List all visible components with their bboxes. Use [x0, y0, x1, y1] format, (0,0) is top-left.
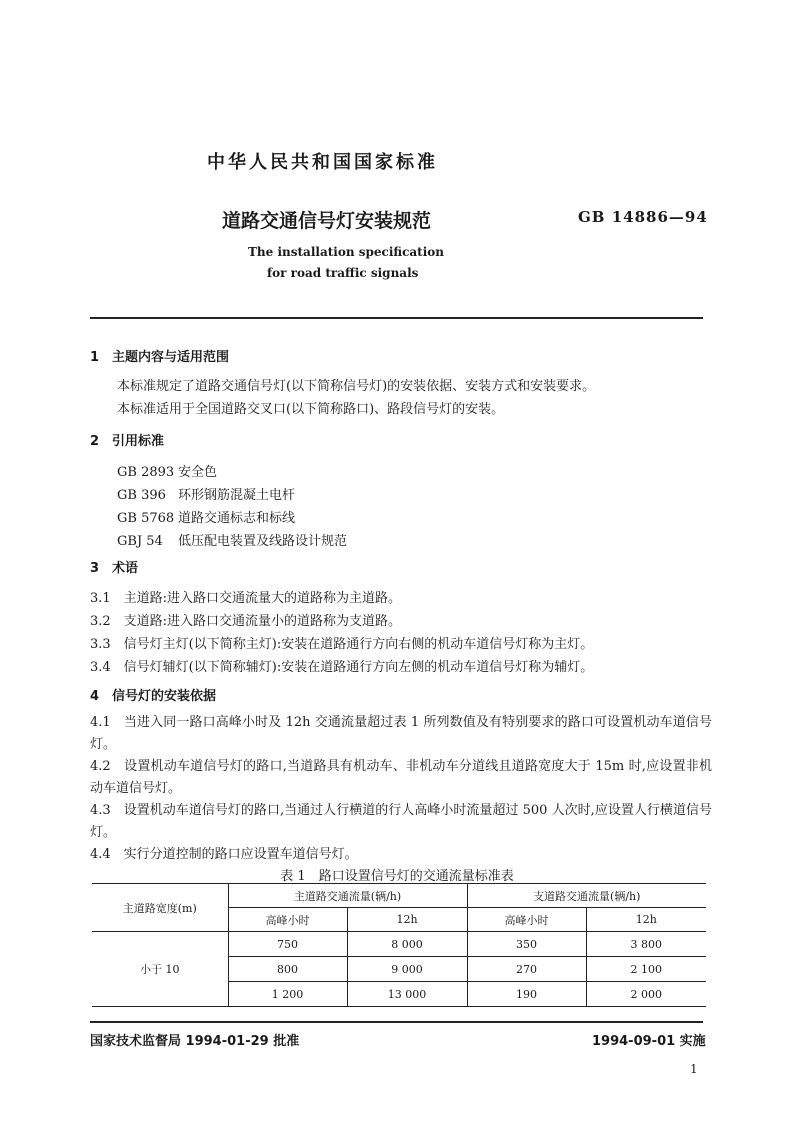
clause-4-1: 4.1 当进入同一路口高峰小时及 12h 交通流量超过表 1 所列数值及有特别要求的路口可设置机动车道信号灯。 — [90, 715, 712, 752]
section-2-heading: 2 引用标准 — [90, 434, 165, 449]
standard-code: GB 14886—94 — [578, 208, 708, 226]
table-subheader-12h: 12h — [347, 908, 467, 932]
clause-4-2: 4.2 设置机动车道信号灯的路口,当道路具有机动车、非机动车分道线且道路宽度大于 15m 时,应设置非机动车道信号灯。 — [90, 759, 712, 796]
section-1-paragraph: 本标准适用于全国道路交叉口(以下简称路口)、路段信号灯的安装。 — [117, 402, 505, 417]
english-title-line1: The installation specification — [248, 245, 445, 259]
english-title-line2: for road traffic signals — [267, 266, 419, 280]
table-cell: 270 — [467, 957, 586, 982]
reference-item — [117, 484, 295, 503]
table-cell: 350 — [467, 932, 586, 957]
table-cell: 8 000 — [347, 932, 467, 957]
section-4-heading: 4 信号灯的安装依据 — [90, 689, 217, 704]
reference-code: GB 5768 — [117, 511, 175, 526]
term-item: 3.1 主道路:进入路口交通流量大的道路称为主道路。 — [90, 591, 402, 606]
reference-item — [117, 530, 347, 549]
reference-code: GBJ 54 — [117, 534, 163, 549]
term-item: 3.3 信号灯主灯(以下简称主灯):安装在道路通行方向右侧的机动车道信号灯称为主灯。 — [90, 637, 594, 652]
table-caption: 表 1 路口设置信号灯的交通流量标准表 — [280, 869, 514, 884]
table-cell: 13 000 — [347, 982, 467, 1007]
implementation-date: 1994-09-01 实施 — [592, 1034, 706, 1049]
table-cell: 3 800 — [586, 932, 706, 957]
table-road-width-value: 小于 10 — [92, 932, 228, 1007]
table-cell: 2 000 — [586, 982, 706, 1007]
reference-name: 低压配电装置及线路设计规范 — [178, 534, 348, 549]
table-cell: 190 — [467, 982, 586, 1007]
table-cell: 750 — [228, 932, 347, 957]
reference-code: GB 2893 — [117, 465, 175, 480]
table-header-road-width: 主道路宽度(m) — [92, 884, 228, 932]
clause-4-3: 4.3 设置机动车道信号灯的路口,当通过人行横道的行人高峰小时流量超过 500 人次时,应设置人行横道信号灯。 — [90, 803, 712, 840]
table-cell: 800 — [228, 957, 347, 982]
reference-item — [117, 461, 217, 480]
approval-statement: 国家技术监督局 1994-01-29 批准 — [90, 1034, 300, 1049]
table-cell: 1 200 — [228, 982, 347, 1007]
term-item: 3.4 信号灯辅灯(以下简称辅灯):安装在道路通行方向左侧的机动车道信号灯称为辅灯。 — [90, 660, 594, 675]
table-cell: 2 100 — [586, 957, 706, 982]
section-1-paragraph: 本标准规定了道路交通信号灯(以下简称信号灯)的安装依据、安装方式和安装要求。 — [117, 379, 596, 394]
national-standard-label: 中华人民共和国国家标准 — [207, 152, 438, 173]
reference-code: GB 396 — [117, 488, 166, 503]
section-3-heading: 3 术语 — [90, 561, 139, 576]
page-number: 1 — [690, 1062, 698, 1076]
header-divider — [90, 317, 703, 319]
table-subheader-peak: 高峰小时 — [467, 908, 586, 932]
term-item: 3.2 支道路:进入路口交通流量小的道路称为支道路。 — [90, 614, 402, 629]
clause-4-4: 4.4 实行分道控制的路口应设置车道信号灯。 — [90, 847, 358, 862]
reference-name: 环形钢筋混凝土电杆 — [178, 488, 296, 503]
reference-name: 安全色 — [178, 465, 218, 480]
table-header-branch-road: 支道路交通流量(辆/h) — [467, 884, 706, 908]
reference-name: 道路交通标志和标线 — [178, 511, 296, 526]
footer-divider — [90, 1021, 703, 1023]
table-subheader-peak: 高峰小时 — [228, 908, 347, 932]
table-header-main-road: 主道路交通流量(辆/h) — [228, 884, 467, 908]
table-subheader-12h: 12h — [586, 908, 706, 932]
traffic-volume-table — [92, 883, 706, 1007]
table-cell: 9 000 — [347, 957, 467, 982]
document-title: 道路交通信号灯安装规范 — [222, 210, 432, 232]
reference-item — [117, 507, 295, 526]
section-1-heading: 1 主题内容与适用范围 — [90, 350, 230, 365]
